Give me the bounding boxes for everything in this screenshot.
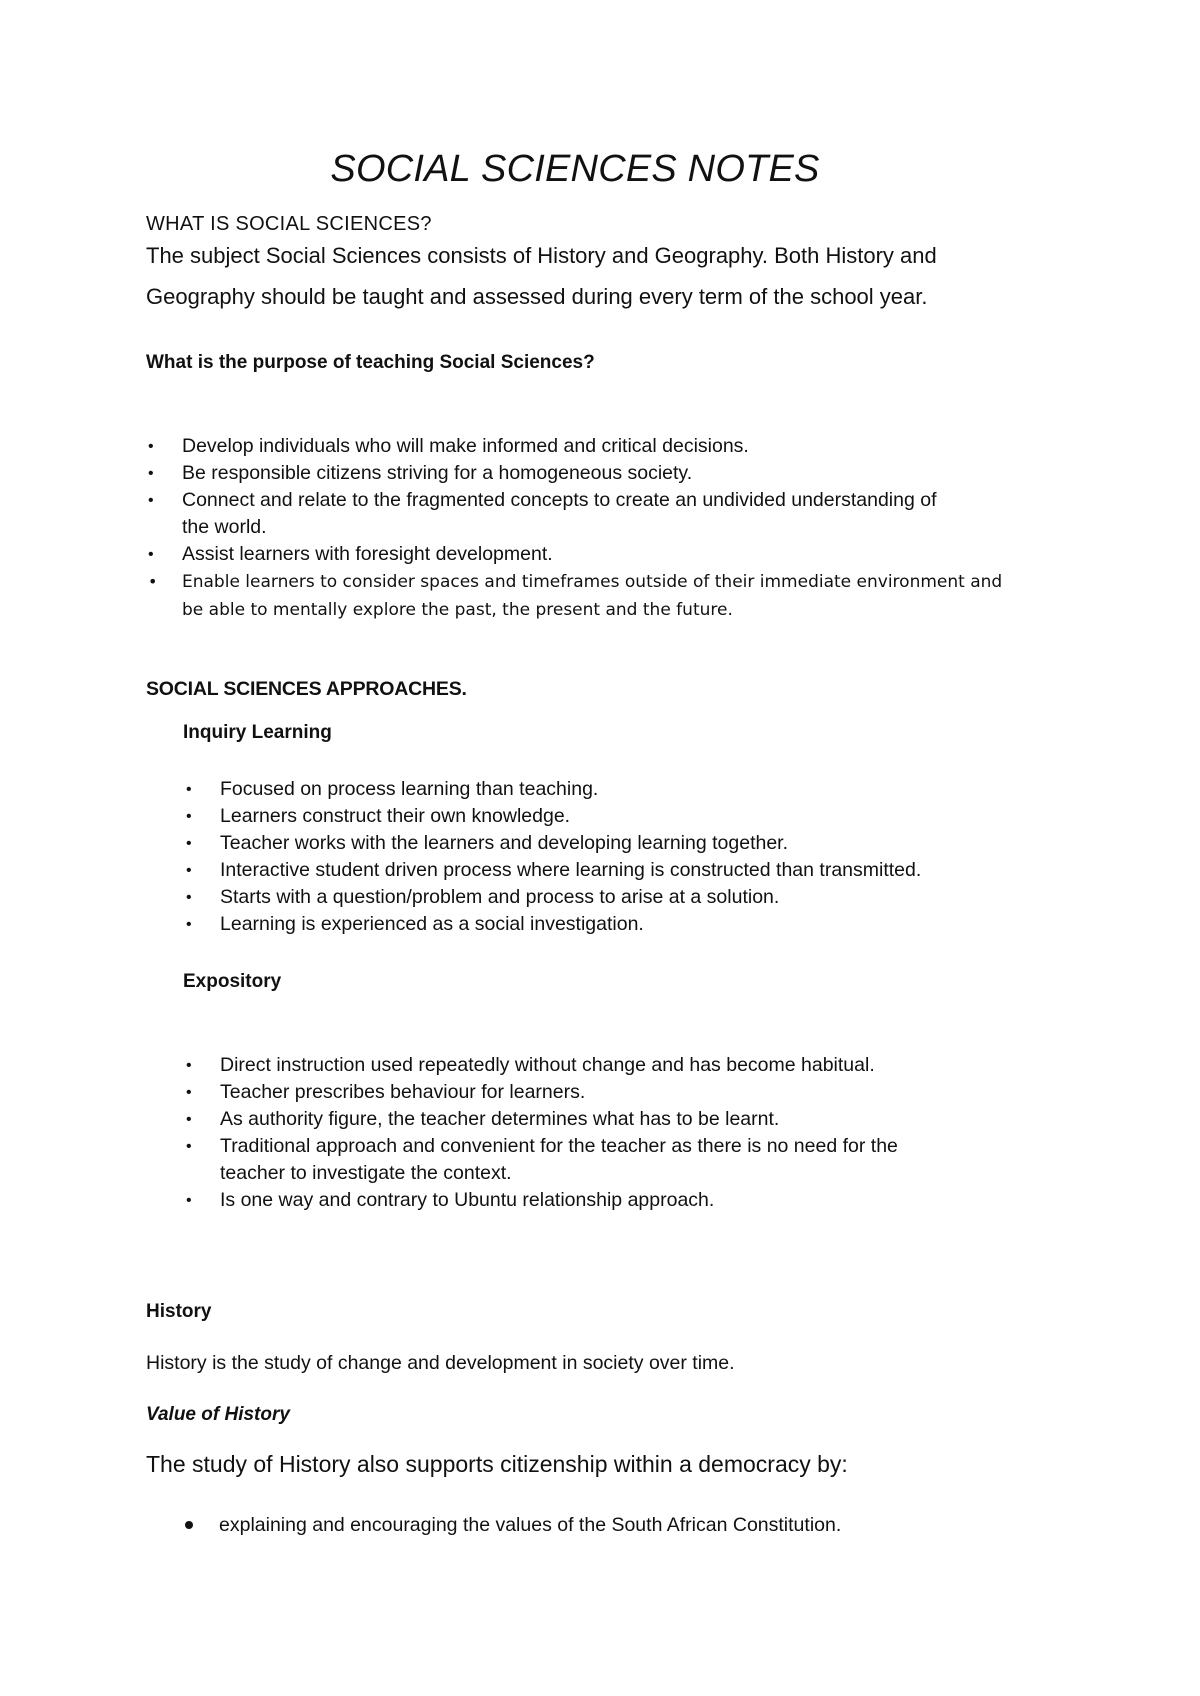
list-item: • Interactive student driven process where learning is constructed than transmitted. (186, 857, 1086, 884)
expository-heading: Expository (183, 971, 282, 992)
list-item: • Traditional approach and convenient for the teacher as there is no need for the (186, 1133, 1086, 1160)
bullet-icon: • (186, 781, 192, 798)
what-is-paragraph (146, 235, 1046, 317)
list-item-continuation: be able to mentally explore the past, the present and the future. (182, 600, 733, 620)
bullet-icon: • (186, 1084, 192, 1101)
list-item: • Learning is experienced as a social investigation. (186, 911, 1086, 938)
list-item: • As authority figure, the teacher determines what has to be learnt. (186, 1106, 1086, 1133)
list-item: • Teacher works with the learners and developing learning together. (186, 830, 1086, 857)
list-item-continuation: teacher to investigate the context. (220, 1162, 512, 1184)
list-item: • Focused on process learning than teaching. (186, 776, 1086, 803)
list-item: • Learners construct their own knowledge. (186, 803, 1086, 830)
value-of-history-heading: Value of History (146, 1404, 290, 1425)
list-item: • Enable learners to consider spaces and timeframes outside of their immediate environment and (146, 568, 1076, 596)
bullet-icon: • (186, 1057, 192, 1074)
bullet-icon: • (186, 808, 192, 825)
bullet-icon: • (148, 492, 154, 509)
list-item: explaining and encouraging the values of the South African Constitution. (185, 1512, 1085, 1539)
bullet-icon: • (186, 1111, 192, 1128)
bullet-icon: • (186, 862, 192, 879)
list-item: • Develop individuals who will make informed and critical decisions. (146, 433, 1076, 460)
bullet-icon: • (186, 916, 192, 933)
bullet-icon: • (148, 546, 154, 563)
inquiry-list (186, 776, 1086, 938)
expository-list (186, 1052, 1086, 1214)
list-item: • Connect and relate to the fragmented concepts to create an undivided understanding of (146, 487, 1076, 514)
bullet-icon: • (148, 465, 154, 482)
list-item: • Starts with a question/problem and process to arise at a solution. (186, 884, 1086, 911)
bullet-icon: • (186, 835, 192, 852)
list-item: • Direct instruction used repeatedly without change and has become habitual. (186, 1052, 1086, 1079)
purpose-list (146, 433, 1076, 624)
list-item: • Be responsible citizens striving for a homogeneous society. (146, 460, 1076, 487)
bullet-icon: • (186, 1138, 192, 1155)
list-item-continuation: the world. (182, 516, 267, 538)
value-of-history-list (185, 1512, 1085, 1539)
purpose-heading: What is the purpose of teaching Social Sciences? (146, 352, 595, 373)
history-definition: History is the study of change and development in society over time. (146, 1352, 735, 1374)
list-item: • Assist learners with foresight development. (146, 541, 1076, 568)
list-item: • Is one way and contrary to Ubuntu relationship approach. (186, 1187, 1086, 1214)
history-heading: History (146, 1301, 212, 1322)
value-of-history-intro: The study of History also supports citizenship within a democracy by: (146, 1451, 848, 1477)
page-title: SOCIAL SCIENCES NOTES (330, 148, 820, 190)
what-is-line-1: The subject Social Sciences consists of History and Geography. Both History and (146, 243, 937, 268)
bullet-icon: • (148, 572, 158, 591)
approaches-heading: SOCIAL SCIENCES APPROACHES. (146, 678, 467, 700)
bullet-dot-icon (185, 1521, 193, 1529)
bullet-icon: • (186, 1192, 192, 1209)
what-is-heading: WHAT IS SOCIAL SCIENCES? (146, 213, 432, 235)
list-item: • Teacher prescribes behaviour for learners. (186, 1079, 1086, 1106)
inquiry-heading: Inquiry Learning (183, 722, 332, 743)
bullet-icon: • (186, 889, 192, 906)
what-is-line-2: Geography should be taught and assessed during every term of the school year. (146, 284, 928, 309)
bullet-icon: • (148, 438, 154, 455)
